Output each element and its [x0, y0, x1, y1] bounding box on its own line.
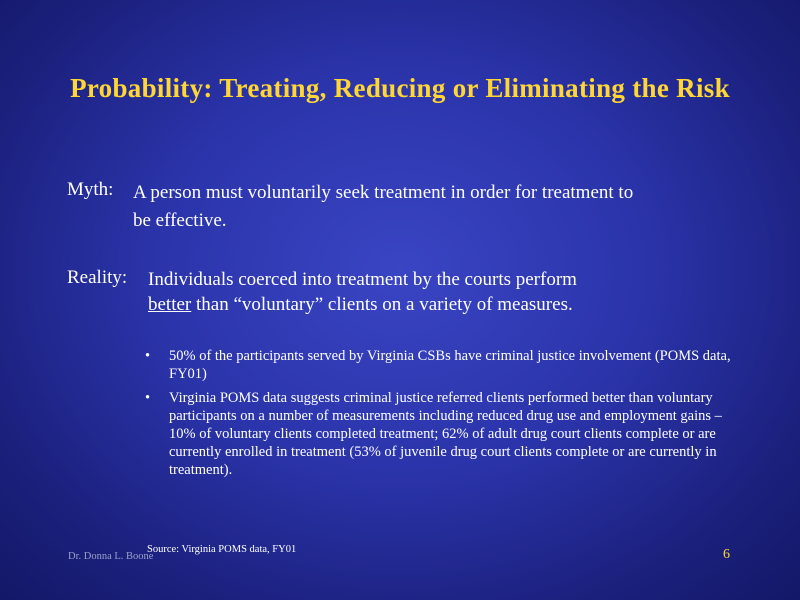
source-note: Source: Virginia POMS data, FY01	[147, 544, 297, 555]
myth-line-1: A person must voluntarily seek treatment in order for treatment to	[133, 182, 634, 203]
author-footer: Dr. Donna L. Boone	[68, 551, 154, 562]
reality-label: Reality:	[67, 267, 128, 288]
bullet-item	[145, 347, 745, 383]
bullet-item	[145, 389, 745, 479]
myth-label: Myth:	[67, 179, 114, 200]
myth-text	[133, 179, 733, 235]
reality-text	[148, 267, 748, 317]
reality-underlined-word: better	[148, 294, 192, 315]
reality-line-1: Individuals coerced into treatment by the courts perform	[148, 269, 577, 290]
slide-title: Probability: Treating, Reducing or Eliminating the Risk	[70, 73, 730, 103]
bullet-text: 50% of the participants served by Virginia CSBs have criminal justice involvement (POMS data, FY01)	[169, 348, 731, 382]
bullet-text: Virginia POMS data suggests criminal justice referred clients performed better than voluntary participants on a number of measurements including reduced drug use and employment gains – 10% of voluntary clients completed treatment; 62% of adult drug court clients complete or are currently enrolled in treatment (53% of juvenile drug court clients complete or are currently in treatment).	[169, 390, 722, 478]
page-number: 6	[723, 547, 730, 562]
bullet-icon: •	[145, 348, 151, 364]
bullet-list	[145, 347, 745, 485]
myth-line-2: be effective.	[133, 210, 227, 231]
bullet-icon: •	[145, 390, 151, 406]
reality-line-2: than “voluntary” clients on a variety of measures.	[191, 294, 573, 315]
